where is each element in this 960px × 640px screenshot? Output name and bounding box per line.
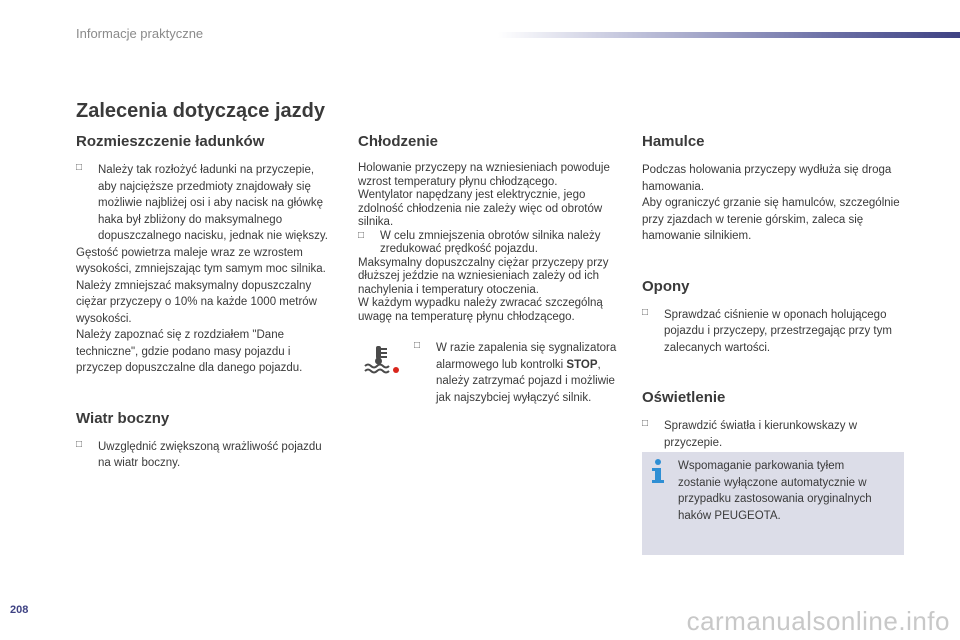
- square-bullet-icon: □: [642, 418, 649, 429]
- coolant-warning-block: [358, 340, 624, 406]
- bullet-text: Uwzględnić zwiększoną wrażliwość pojazdu na wiatr boczny.: [98, 440, 322, 469]
- square-bullet-icon: □: [642, 306, 649, 318]
- bullet-crosswind: [76, 439, 328, 472]
- paragraph-max-trailer-weight: Maksymalny dopuszczalny ciężar przyczepy przy dłuższej jeździe na wzniesieniach zależy od ich nachylenia i temperatury otoczenia.: [358, 256, 609, 296]
- paragraph-air-density: Gęstość powietrza maleje wraz ze wzrostem wysokości, zmniejszając tym samym moc silnika. Należy zmniejszać maksymalny dopuszczalny ciężar przyczepy o 10% na każde 1000 metrów wysokości.: [76, 246, 326, 325]
- warning-text-after: , należy zatrzymać pojazd i możliwie jak najszybciej wyłączyć silnik.: [436, 358, 615, 404]
- stop-label: STOP: [566, 358, 598, 371]
- square-bullet-icon: □: [76, 438, 83, 450]
- warning-text-before: W razie zapalenia się sygnalizatora alarmowego lub kontrolki: [436, 342, 617, 371]
- bullet-reduce-speed: [358, 230, 624, 257]
- heading-cooling: Chłodzenie: [358, 133, 439, 150]
- square-bullet-icon: □: [358, 229, 365, 241]
- section-header: Informacje praktyczne: [76, 26, 204, 41]
- heading-load-distribution: Rozmieszczenie ładunków: [76, 133, 265, 150]
- heading-crosswind: Wiatr boczny: [76, 409, 170, 427]
- heading-brakes: Hamulce: [642, 133, 705, 150]
- heading-lights: Oświetlenie: [642, 389, 726, 406]
- square-bullet-icon: □: [76, 162, 83, 173]
- info-note-box: [642, 452, 904, 555]
- page-title: Zalecenia dotyczące jazdy: [76, 100, 326, 122]
- bullet-text: Sprawdzać ciśnienie w oponach holującego pojazdu i przyczepy, przestrzegając przy tym zalecanych wartości.: [664, 308, 892, 354]
- column-cooling: [358, 130, 624, 406]
- warning-text: [436, 340, 624, 406]
- bullet-warning-stop: [414, 340, 624, 406]
- paragraph-technical-data-reference: Należy zapoznać się z rozdziałem "Dane techniczne", gdzie podano masy pojazdu i przyczep dopuszczalne dla danego pojazdu.: [76, 329, 303, 374]
- bullet-text: W celu zmniejszenia obrotów silnika należy zredukować prędkość pojazdu.: [380, 229, 601, 255]
- info-icon: [650, 458, 666, 484]
- bullet-load-distribution: [76, 162, 328, 245]
- paragraph-braking-distance: Podczas holowania przyczepy wydłuża się droga hamowania.: [642, 164, 892, 193]
- coolant-temperature-warning-icon: [362, 344, 402, 374]
- paragraph-watch-coolant: W każdym wypadku należy zwracać szczególną uwagę na temperaturę płynu chłodzącego.: [358, 297, 603, 323]
- header-accent-bar: [498, 32, 960, 38]
- bullet-tyre-pressure: [642, 307, 904, 357]
- info-note-text: Wspomaganie parkowania tyłem zostanie wyłączone automatycznie w przypadku zastosowania oryginalnych haków PEUGEOTA.: [678, 460, 872, 522]
- square-bullet-icon: □: [414, 340, 421, 351]
- column-load-wind: [76, 130, 328, 472]
- paragraph-electric-fan: Wentylator napędzany jest elektrycznie, jego zdolność chłodzenia nie zależy więc od obrotów silnika.: [358, 189, 603, 228]
- heading-tyres: Opony: [642, 277, 690, 295]
- paragraph-cooling-temperature: Holowanie przyczepy na wzniesieniach powoduje wzrost temperatury płynu chłodzącego.: [358, 162, 610, 188]
- column-brakes-tyres-lights: [642, 130, 904, 451]
- bullet-text: Sprawdzić światła i kierunkowskazy w przyczepie.: [664, 420, 858, 449]
- page-number: 208: [10, 604, 29, 616]
- bullet-text: Należy tak rozłożyć ładunki na przyczepie, aby najcięższe przedmioty znajdowały się możliwie najbliżej osi i aby nacisk na główkę haka był zbliżony do maksymalnego dopuszczalnego nacisku, jednak nie większy.: [98, 164, 328, 242]
- watermark: carmanualsonline.info: [686, 606, 950, 636]
- bullet-lights-check: [642, 418, 904, 451]
- paragraph-engine-braking: Aby ograniczyć grzanie się hamulców, szczególnie przy zjazdach w terenie górskim, zaleca się hamowanie silnikiem.: [642, 197, 900, 242]
